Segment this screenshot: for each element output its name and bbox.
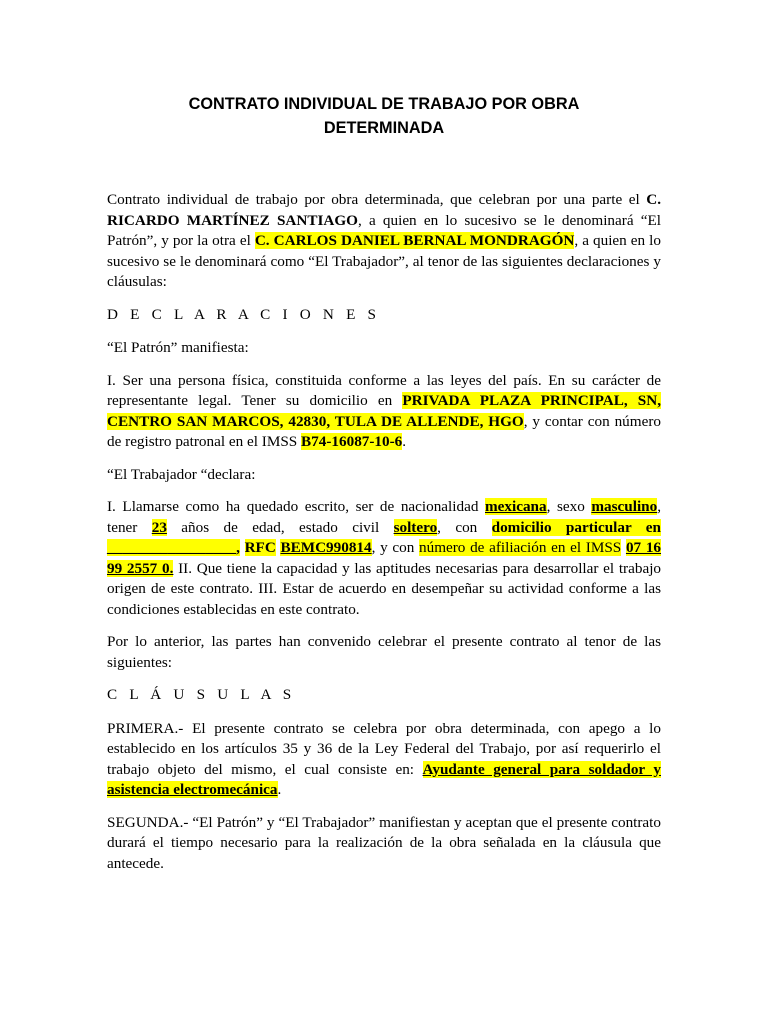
patron-declaration bbox=[107, 371, 661, 453]
worker-decl-text-5: , con bbox=[437, 518, 492, 536]
title-line-1: CONTRATO INDIVIDUAL DE TRABAJO POR OBRA bbox=[188, 95, 580, 113]
primera-text-1: PRIMERA.- El presente contrato se celebra por obra determinada, con apego a lo establecido en los artículos 35 y 36 de la Ley Federal del Trabajo, por así requerirlo el trabajo objeto del mismo, el cual consiste en: bbox=[107, 719, 661, 778]
patron-decl-text-2: , y contar con número de registro patronal en el IMSS bbox=[107, 412, 661, 450]
worker-decl-text-1: I. Llamarse como ha quedado escrito, ser de nacionalidad bbox=[107, 498, 485, 515]
clausula-segunda: SEGUNDA.- “El Patrón” y “El Trabajador” manifiestan y aceptan que el presente contrato durará el tiempo necesario para la realización de la obra señalada en la cláusula que antecede. bbox=[107, 813, 661, 872]
clausula-primera bbox=[107, 719, 661, 801]
rfc-label: RFC bbox=[244, 539, 276, 556]
patron-domicilio: PRIVADA PLAZA PRINCIPAL, SN, CENTRO SAN MARCOS, 42830, TULA DE ALLENDE, HGO bbox=[107, 392, 662, 430]
worker-decl-text-6 bbox=[240, 539, 245, 556]
worker-decl-text-2: , sexo bbox=[546, 498, 592, 515]
trabajador-declara: “El Trabajador “declara: bbox=[107, 465, 256, 483]
clausulas-heading: C L Á U S U L A S bbox=[107, 686, 296, 703]
por-lo-anterior: Por lo anterior, las partes han convenido celebrar el presente contrato al tenor de las siguientes: bbox=[107, 633, 661, 671]
intro-paragraph bbox=[107, 190, 661, 293]
edad: 23 bbox=[151, 518, 167, 536]
patron-decl-text-1: I. Ser una persona física, constituida conforme a las leyes del país. En su carácter de representante legal. Tener su domicilio en bbox=[107, 371, 661, 409]
worker-decl-text-3: , tener bbox=[107, 498, 662, 536]
estado-civil: soltero bbox=[393, 518, 438, 536]
domicilio-particular: domicilio particular en _________________, bbox=[107, 518, 661, 556]
intro-text-1: Contrato individual de trabajo por obra determinada, que celebran por una parte el bbox=[107, 191, 647, 208]
intro-text-3: , a quien en lo sucesivo se le denominará como “El Trabajador”, al tenor de las siguientes declaraciones y cláusulas: bbox=[107, 232, 661, 290]
nacionalidad: mexicana bbox=[485, 498, 547, 515]
worker-name: C. CARLOS DANIEL BERNAL MONDRAGÓN bbox=[254, 232, 575, 249]
primera-text-2: . bbox=[277, 781, 282, 798]
worker-decl-text-8: , y con bbox=[371, 539, 419, 556]
intro-text-2: , a quien en lo sucesivo se le denominará “El Patrón”, y por la otra el bbox=[107, 211, 661, 249]
rfc-value: BEMC990814 bbox=[280, 539, 372, 556]
document-body bbox=[107, 190, 661, 886]
patron-manifiesta: “El Patrón” manifiesta: bbox=[107, 339, 249, 356]
patron-name: C. RICARDO MARTÍNEZ SANTIAGO bbox=[107, 191, 661, 229]
worker-decl-text-10: II. Que tiene la capacidad y las aptitudes necesarias para desarrollar el trabajo origen de este contrato. III. Estar de acuerdo en desempeñar su actividad conforme a las condiciones establecidas en este contrato. bbox=[107, 559, 662, 618]
objeto-contrato: Ayudante general para soldador y asistencia electromecánica bbox=[107, 760, 661, 798]
afiliacion-label: número de afiliación en el IMSS bbox=[419, 539, 622, 556]
registro-patronal: B74-16087-10-6 bbox=[301, 433, 403, 450]
sexo: masculino bbox=[591, 498, 658, 515]
worker-declaration bbox=[107, 497, 661, 620]
declaraciones-heading: D E C L A R A C I O N E S bbox=[107, 305, 381, 323]
afiliacion-value: 07 16 99 2557 0. bbox=[107, 539, 662, 577]
patron-decl-text-3: . bbox=[402, 433, 407, 450]
document-title bbox=[107, 92, 661, 140]
title-line-2: DETERMINADA bbox=[323, 119, 445, 137]
worker-decl-text-4: años de edad, estado civil bbox=[166, 518, 394, 536]
